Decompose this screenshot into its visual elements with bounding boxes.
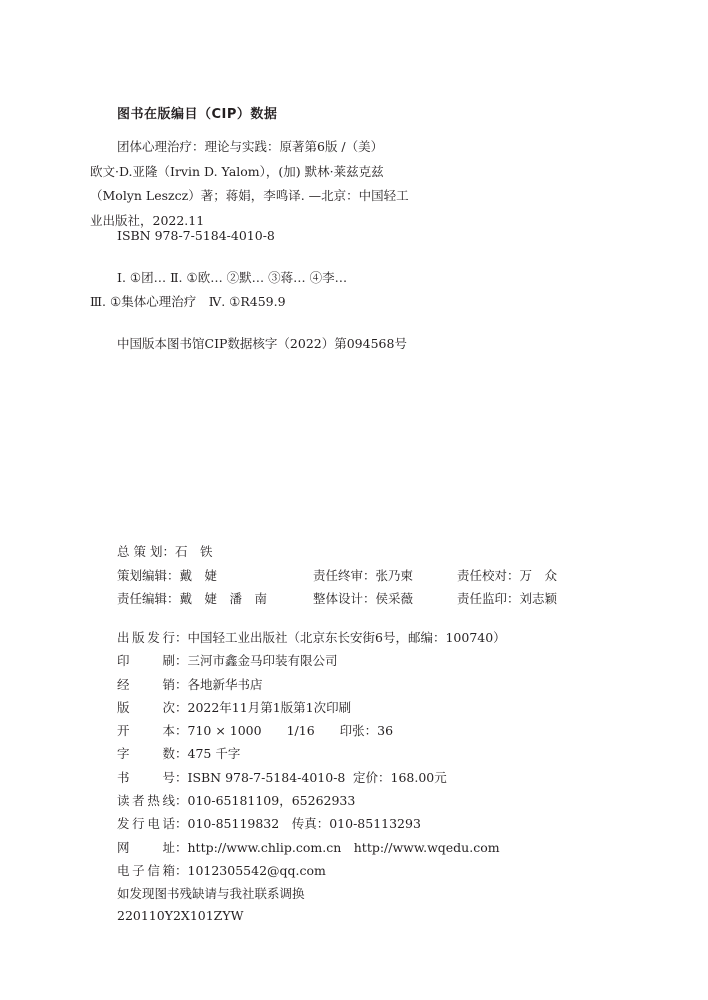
spec-row — [117, 721, 617, 744]
cip-header: 图书在版编目（CIP）数据 — [117, 107, 278, 122]
spec-value: ：各地新华书店 — [175, 676, 263, 692]
spec-label: 出版发行 — [117, 630, 175, 645]
spec-label: 网址 — [117, 839, 175, 855]
spec-label: 开本 — [117, 723, 175, 739]
spec-value: ：ISBN 978-7-5184-4010-8 — [175, 769, 346, 785]
spec-label: 电子信箱 — [117, 862, 175, 878]
spec-value: ：475 千字 — [175, 746, 241, 762]
credit-print-supervisor: 责任监印：刘志颖 — [457, 591, 558, 606]
credits-row — [117, 589, 617, 613]
spec-row — [117, 698, 617, 721]
spec-label: 发行电话 — [117, 816, 175, 832]
spec-price: 定价：168.00元 — [353, 769, 447, 785]
spec-row — [117, 675, 617, 698]
credit-responsible-editor: 责任编辑：戴 婕 潘 南 — [117, 591, 268, 606]
production-code: 220110Y2X101ZYW — [117, 907, 244, 923]
spec-label: 读者热线 — [117, 793, 175, 809]
cip-entry-line: 业出版社，2022.11 — [90, 212, 205, 228]
cip-classification-2: Ⅲ. ①集体心理治疗 Ⅳ. ①R459.9 — [90, 294, 286, 309]
spec-label: 字数 — [117, 746, 175, 762]
spec-row — [117, 861, 617, 884]
spec-row — [117, 768, 617, 791]
cip-entry-line: 欧文·D.亚隆（Irvin D. Yalom），(加) 默林·莱兹克兹 — [90, 163, 384, 179]
credit-proofreader: 责任校对：万 众 — [457, 567, 558, 583]
credit-design: 整体设计：侯采薇 — [313, 591, 414, 606]
spec-row — [117, 838, 617, 861]
cip-entry-line: （Molyn Leszcz）著；蒋娟，李鸣译. —北京：中国轻工 — [90, 188, 409, 203]
cip-verification: 中国版本图书馆CIP数据核字（2022）第094568号 — [117, 336, 407, 351]
publication-specs — [117, 628, 617, 931]
spec-value: ：010-65181109，65262933 — [175, 793, 356, 809]
spec-value: ：010-85119832 传真：010-85113293 — [175, 816, 421, 832]
credit-planning-editor: 策划编辑：戴 婕 — [117, 567, 218, 583]
credits-row — [117, 566, 617, 590]
credits-block — [117, 542, 617, 613]
spec-value: ：2022年11月第1版第1次印刷 — [175, 699, 352, 715]
spec-row — [117, 628, 617, 651]
cip-entry-line: 团体心理治疗：理论与实践：原著第6版 /（美） — [117, 139, 384, 154]
spec-label: 版次 — [117, 699, 175, 715]
cip-isbn: ISBN 978-7-5184-4010-8 — [117, 228, 275, 243]
spec-label: 印刷 — [117, 653, 175, 669]
spec-row — [117, 651, 617, 674]
spec-value: ：三河市鑫金马印装有限公司 — [175, 653, 338, 669]
spec-row — [117, 791, 617, 814]
spec-value: ：http://www.chlip.com.cn http://www.wqedu.com — [175, 839, 500, 855]
spec-row — [117, 744, 617, 767]
credit-chief-planner: 总 策 划：石 铁 — [117, 544, 213, 559]
credits-row — [117, 542, 617, 566]
credit-final-review: 责任终审：张乃柬 — [313, 567, 414, 583]
spec-label: 书号 — [117, 769, 175, 785]
notice: 如发现图书残缺请与我社联系调换 — [117, 886, 305, 902]
cip-classification-1: Ⅰ. ①团… Ⅱ. ①欧… ②默… ③蒋… ④李… — [117, 270, 348, 285]
spec-value: ：1012305542@qq.com — [175, 862, 326, 878]
spec-value: ：710 × 1000 1/16 印张：36 — [175, 723, 394, 739]
spec-label: 经销 — [117, 676, 175, 692]
cip-entry — [90, 135, 410, 233]
spec-value: ：中国轻工业出版社（北京东长安街6号，邮编：100740） — [175, 630, 506, 645]
spec-row — [117, 814, 617, 837]
